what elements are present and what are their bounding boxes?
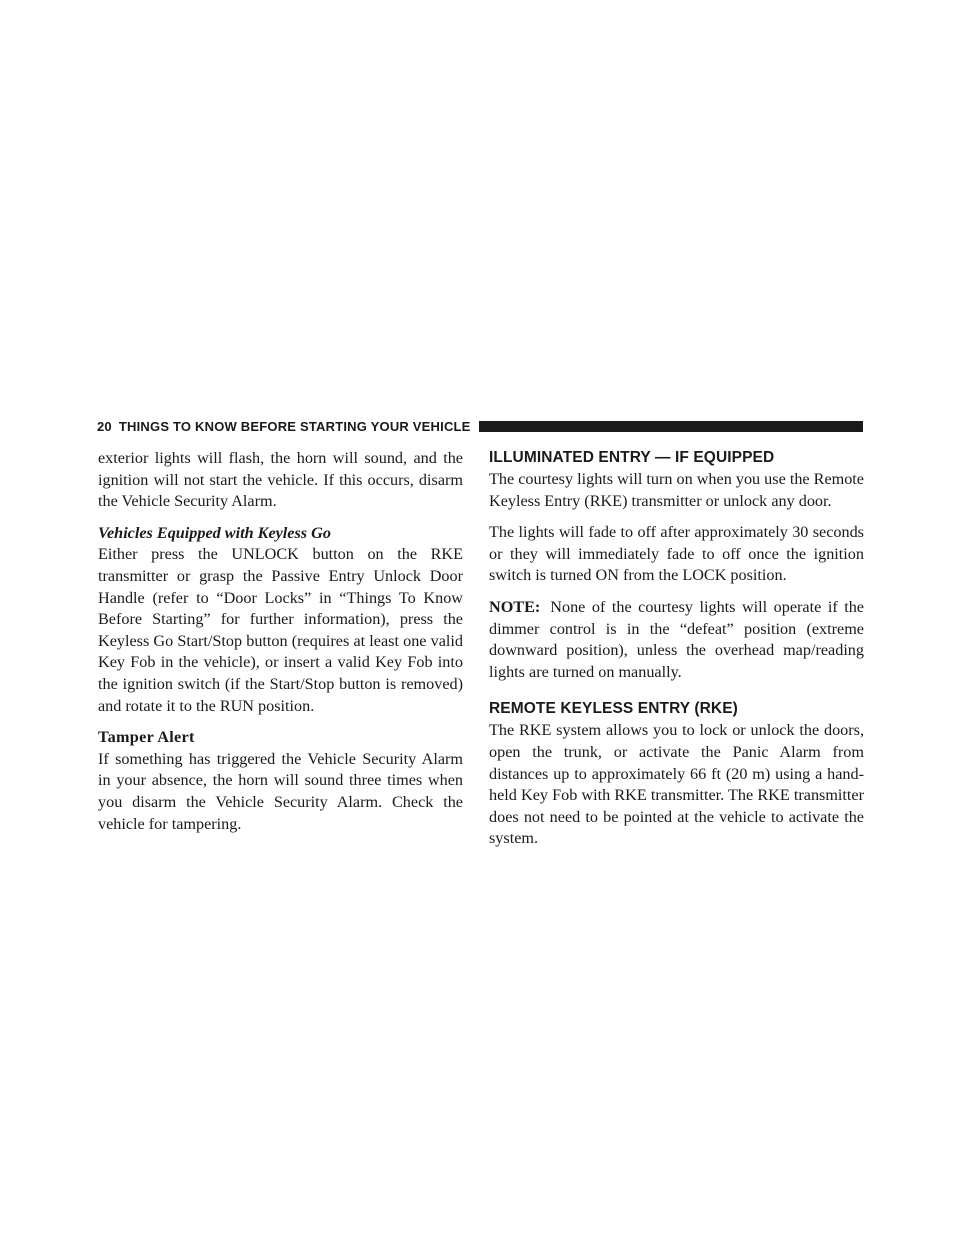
page-number: 20 [97, 418, 112, 434]
note-body: None of the courtesy lights will operate if the dimmer control is in the “defeat” position (extreme downward position), unless the overhead map/reading lights are turned on manually. [489, 597, 864, 681]
section-title: THINGS TO KNOW BEFORE STARTING YOUR VEHICLE [118, 418, 471, 434]
note-paragraph [489, 597, 864, 683]
rke-heading: REMOTE KEYLESS ENTRY (RKE) [489, 700, 738, 718]
tamper-alert-paragraph: If something has triggered the Vehicle Security Alarm in your absence, the horn will sound three times when you disarm the Vehicle Security Alarm. Check the vehicle for tampering. [98, 749, 463, 833]
page-header [97, 418, 863, 434]
keyless-go-heading: Vehicles Equipped with Keyless Go [98, 523, 331, 542]
rke-paragraph: The RKE system allows you to lock or unlock the doors, open the trunk, or activate the Panic Alarm from distances up to approximately 66 ft (20 m) using a hand-held Key Fob with RKE transmitter. The RKE transmitter does not need to be pointed at the vehicle to activate the system. [489, 721, 864, 848]
tamper-alert-heading: Tamper Alert [98, 728, 195, 747]
illuminated-entry-paragraph-1: The courtesy lights will turn on when you use the Remote Keyless Entry (RKE) transmitter or unlock any door. [489, 470, 864, 510]
left-column [98, 448, 463, 845]
note-label: NOTE: [489, 597, 541, 616]
right-column [489, 448, 864, 860]
illuminated-entry-paragraph-2: The lights will fade to off after approximately 30 seconds or they will immediately fade to off once the ignition switch is turned ON from the LOCK position. [489, 523, 864, 585]
intro-paragraph: exterior lights will flash, the horn will sound, and the ignition will not start the vehicle. If this occurs, disarm the Vehicle Security Alarm. [98, 449, 463, 511]
illuminated-entry-heading: ILLUMINATED ENTRY — IF EQUIPPED [489, 449, 775, 466]
keyless-go-paragraph: Either press the UNLOCK button on the RKE transmitter or grasp the Passive Entry Unlock Door Handle (refer to “Door Locks” in “Things To Know Before Starting” for further information), press the Keyless Go Start/Stop button (requires at least one valid Key Fob in the vehicle), or insert a valid Key Fob into the ignition switch (if the Start/Stop button is removed) and rotate it to the RUN position. [98, 545, 463, 715]
header-rule-bar [479, 421, 863, 432]
